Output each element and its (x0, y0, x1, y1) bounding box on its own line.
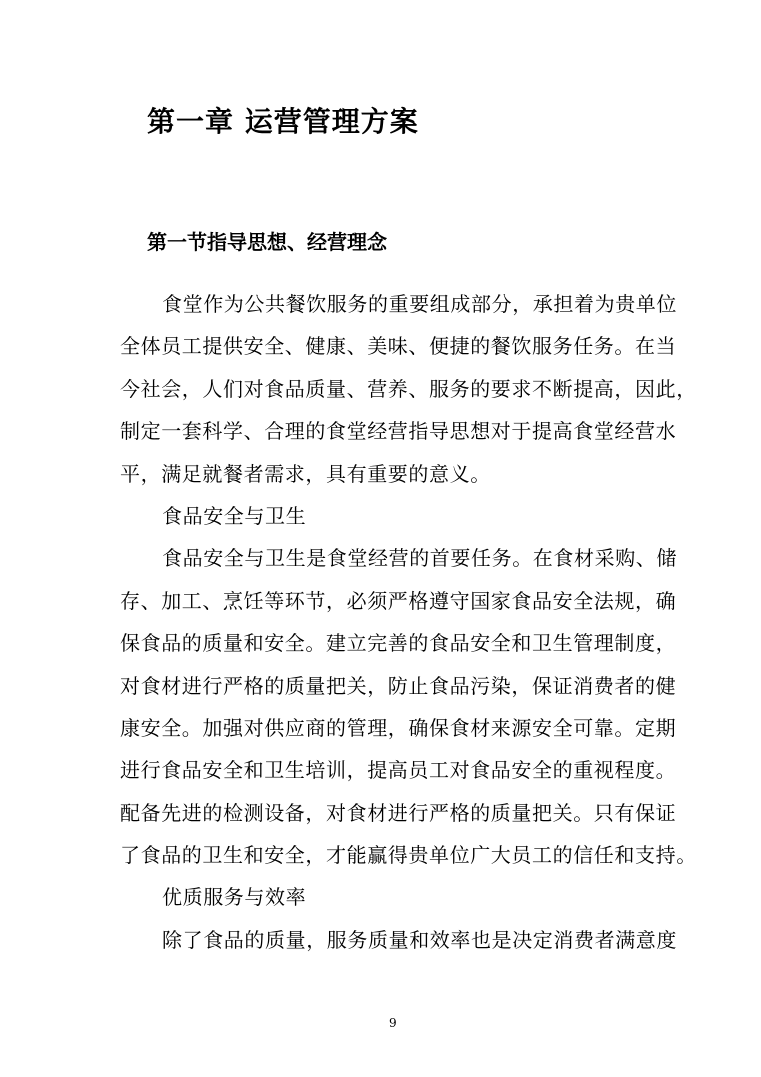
paragraph (120, 502, 640, 544)
text-line: 除了食品的质量，服务质量和效率也是决定消费者满意度 (162, 927, 677, 952)
paragraph (120, 544, 697, 883)
chapter-title: 第一章 运营管理方案 (147, 105, 419, 138)
text-line: 进行食品安全和卫生培训，提高员工对食品安全的重视程度。 (120, 758, 677, 783)
text-line: 平，满足就餐者需求，具有重要的意义。 (120, 461, 491, 486)
paragraph (120, 926, 677, 968)
paragraph (120, 290, 697, 502)
text-line: 保食品的质量和安全。建立完善的食品安全和卫生管理制度， (120, 631, 677, 656)
text-line: 存、加工、烹饪等环节，必须严格遵守国家食品安全法规，确 (120, 588, 677, 613)
text-line: 优质服务与效率 (162, 885, 307, 910)
text-line: 食品安全与卫生 (162, 503, 307, 528)
document-body (120, 290, 697, 968)
text-line: 食品安全与卫生是食堂经营的首要任务。在食材采购、储 (162, 546, 677, 571)
text-line: 配备先进的检测设备，对食材进行严格的质量把关。只有保证 (120, 800, 677, 825)
text-line: 今社会，人们对食品质量、营养、服务的要求不断提高，因此， (120, 376, 697, 401)
page-number: 9 (389, 1016, 397, 1030)
text-line: 对食材进行严格的质量把关，防止食品污染，保证消费者的健 (120, 673, 677, 698)
text-line: 全体员工提供安全、健康、美味、便捷的餐饮服务任务。在当 (120, 334, 677, 359)
paragraph (120, 883, 640, 925)
text-line: 康安全。加强对供应商的管理，确保食材来源安全可靠。定期 (120, 715, 677, 740)
text-line: 制定一套科学、合理的食堂经营指导思想对于提高食堂经营水 (120, 419, 677, 444)
text-line: 食堂作为公共餐饮服务的重要组成部分，承担着为贵单位 (162, 292, 677, 316)
section-title: 第一节指导思想、经营理念 (147, 230, 387, 254)
text-line: 了食品的卫生和安全，才能赢得贵单位广大员工的信任和支持。 (120, 843, 697, 868)
